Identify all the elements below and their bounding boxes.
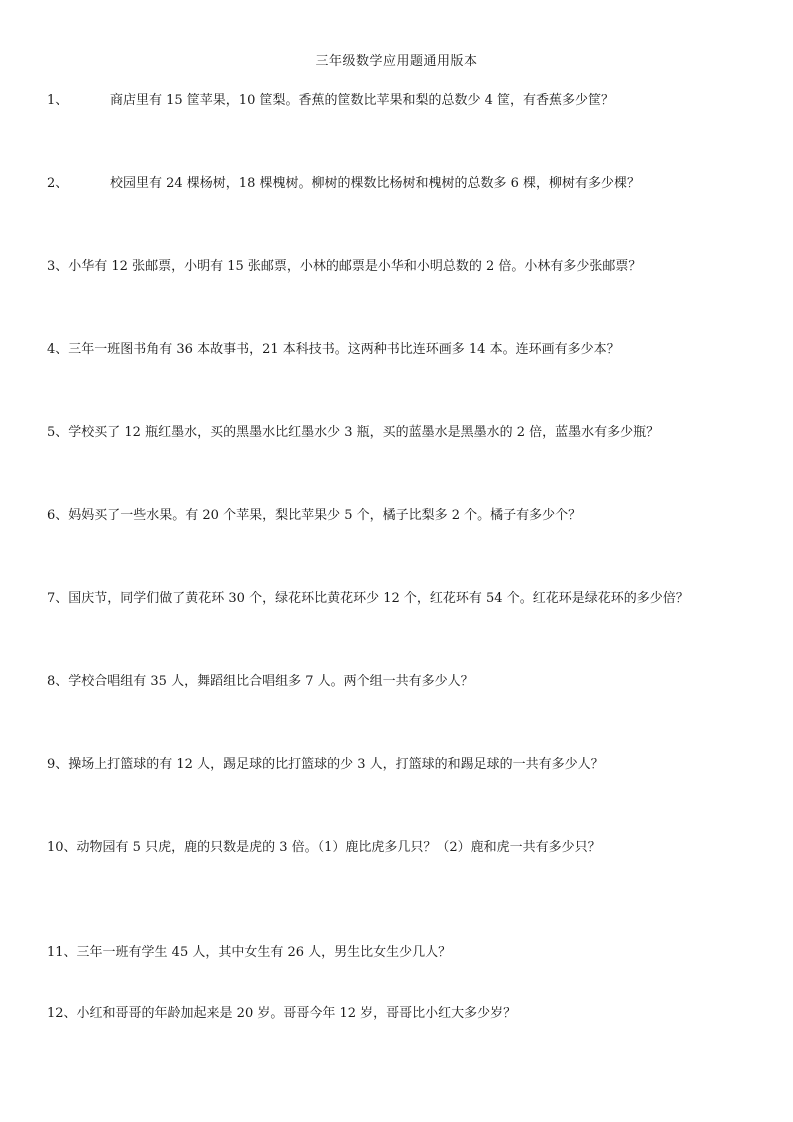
question-text: 妈妈买了一些水果。有 20 个苹果，梨比苹果少 5 个，橘子比梨多 2 个。橘子有多少个？ [68,508,582,523]
question-text: 校园里有 24 棵杨树，18 棵槐树。柳树的棵数比杨树和槐树的总数多 6 棵，柳树有多少棵？ [110,176,641,191]
question-text: 三年一班图书角有 36 本故事书，21 本科技书。这两种书比连环画多 14 本。连环画有多少本？ [68,342,620,357]
question-text: 三年一班有学生 45 人，其中女生有 26 人，男生比女生少几人？ [76,945,452,960]
question-number: 6、 [47,508,69,523]
question-8 [47,674,474,690]
question-12 [47,1006,516,1022]
question-number: 1、 [47,93,69,108]
question-text: 小红和哥哥的年龄加起来是 20 岁。哥哥今年 12 岁，哥哥比小红大多少岁？ [76,1006,517,1021]
question-text: 商店里有 15 筐苹果，10 筐梨。香蕉的筐数比苹果和梨的总数少 4 筐，有香蕉多少筐？ [110,93,615,108]
question-number: 10、 [47,840,77,855]
question-10 [47,840,601,856]
question-4 [47,342,620,358]
question-text: 国庆节，同学们做了黄花环 30 个，绿花环比黄花环少 12 个，红花环有 54 个。红花环是绿花环的多少倍？ [68,591,689,606]
question-6 [47,508,581,524]
question-number: 2、 [47,176,69,191]
question-number: 5、 [47,425,69,440]
question-7 [47,591,689,607]
question-number: 4、 [47,342,69,357]
question-1 [47,93,614,109]
question-number: 8、 [47,674,69,689]
question-text: 学校合唱组有 35 人，舞蹈组比合唱组多 7 人。两个组一共有多少人？ [68,674,474,689]
question-text: 小华有 12 张邮票，小明有 15 张邮票，小林的邮票是小华和小明总数的 2 倍。小林有多少张邮票？ [68,259,642,274]
page-title: 三年级数学应用题通用版本 [315,54,478,69]
question-11 [47,945,451,961]
question-number: 3、 [47,259,69,274]
question-3 [47,259,641,275]
question-number: 12、 [47,1006,77,1021]
question-text: 学校买了 12 瓶红墨水，买的黑墨水比红墨水少 3 瓶，买的蓝墨水是黑墨水的 2 倍，蓝墨水有多少瓶？ [68,425,660,440]
question-text: 操场上打篮球的有 12 人，踢足球的比打篮球的少 3 人，打篮球的和踢足球的一共有多少人？ [68,757,604,772]
question-text: 动物园有 5 只虎，鹿的只数是虎的 3 倍。（1）鹿比虎多几只？（2）鹿和虎一共有多少只？ [76,840,601,855]
question-number: 9、 [47,757,69,772]
question-2 [47,176,640,192]
question-number: 7、 [47,591,69,606]
question-9 [47,757,604,773]
question-5 [47,425,659,441]
question-number: 11、 [47,945,77,960]
